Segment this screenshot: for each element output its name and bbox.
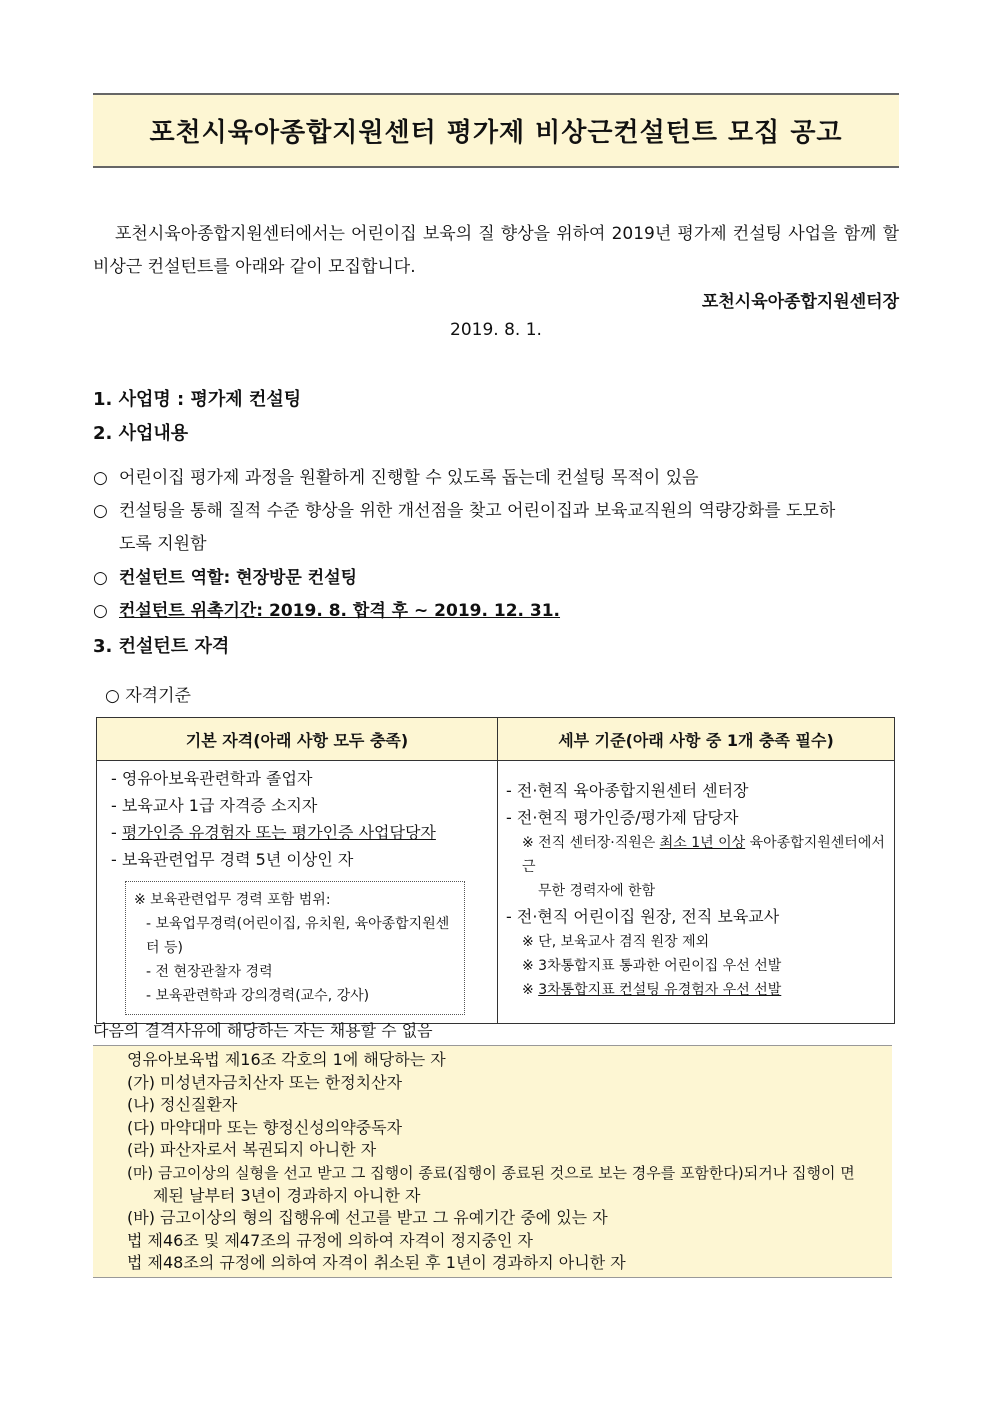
note-title: ※ 보육관련업무 경력 포함 범위: xyxy=(134,892,331,908)
announcement-date: 2019. 8. 1. xyxy=(450,320,542,340)
page-title: 포천시육아종합지원센터 평가제 비상근컨설턴트 모집 공고 xyxy=(149,118,843,148)
list-note-continued: 무한 경력자에 한함 xyxy=(538,883,656,899)
disqualify-item: 영유아보육법 제16조 각호의 1에 해당하는 자 xyxy=(127,1050,446,1069)
bullet-text: 컨설턴트 위촉기간: 2019. 8. 합격 후 ~ 2019. 12. 31. xyxy=(119,601,561,621)
content-bullet-1 xyxy=(93,462,899,495)
disqualification-box xyxy=(93,1045,892,1278)
list-item: - 전·현직 육아종합지원센터 센터장 xyxy=(506,781,749,800)
disqualify-item: (라) 파산자로서 복권되지 아니한 자 xyxy=(127,1140,377,1160)
table-header-basic: 기본 자격(아래 사항 모두 충족) xyxy=(97,718,498,761)
disqualify-item: (다) 마약대마 또는 향정신성의약중독자 xyxy=(127,1117,403,1137)
table-header-detail: 세부 기준(아래 사항 중 1개 충족 필수) xyxy=(498,718,895,761)
disqualify-item: 법 제46조 및 제47조의 규정에 의하여 자격이 정지중인 자 xyxy=(127,1230,533,1250)
circle-bullet-icon: ○ xyxy=(93,468,108,488)
list-item: - 전·현직 평가인증/평가제 담당자 xyxy=(506,808,739,827)
list-item-text: 평가인증 유경험자 또는 평가인증 사업담당자 xyxy=(121,823,436,842)
list-item xyxy=(111,819,497,846)
list-dash: - xyxy=(111,823,122,842)
detail-criteria-cell xyxy=(498,761,895,1024)
note-item: - 전 현장관찰자 경력 xyxy=(146,964,273,980)
title-box xyxy=(93,93,899,168)
bullet-text: 어린이집 평가제 과정을 원활하게 진행할 수 있도록 돕는데 컨설팅 목적이 있음 xyxy=(119,468,699,488)
qualification-table xyxy=(96,717,895,1024)
section-2-title: 2. 사업내용 xyxy=(93,423,189,444)
list-note: ※ 3차통합지표 컨설팅 유경험자 우선 선발 xyxy=(522,982,782,998)
disqualify-item: 법 제48조의 규정에 의하여 자격이 취소된 후 1년이 경과하지 아니한 자 xyxy=(127,1253,626,1273)
section-3-title: 3. 컨설턴트 자격 xyxy=(93,636,230,657)
disqualify-item-continued: 제된 날부터 3년이 경과하지 아니한 자 xyxy=(153,1185,421,1205)
basic-qualification-cell xyxy=(97,761,498,1024)
bullet-text: 컨설턴트 역할: 현장방문 컨설팅 xyxy=(119,568,358,588)
disqualify-item: (나) 정신질환자 xyxy=(127,1095,238,1115)
disqualification-label: 다음의 결격사유에 해당하는 자는 채용할 수 없음 xyxy=(93,1021,433,1040)
note-item: - 보육업무경력(어린이집, 유치원, 육아종합지원센터 등) xyxy=(146,916,450,956)
disqualify-item: (가) 미성년자금치산자 또는 한정치산자 xyxy=(127,1072,403,1092)
circle-bullet-icon: ○ xyxy=(93,601,108,621)
list-note: ※ 단, 보육교사 겸직 원장 제외 xyxy=(522,934,710,950)
intro-paragraph: 포천시육아종합지원센터에서는 어린이집 보육의 질 향상을 위하여 2019년 평가제 컨설팅 사업을 함께 할 비상근 컨설턴트를 아래와 같이 모집합니다. xyxy=(93,224,899,277)
experience-scope-note xyxy=(125,881,465,1015)
list-item: - 보육교사 1급 자격증 소지자 xyxy=(111,796,318,815)
circle-bullet-icon: ○ xyxy=(93,568,108,588)
note-item: - 보육관련학과 강의경력(교수, 강사) xyxy=(146,988,370,1004)
disqualify-item: (바) 금고이상의 형의 집행유예 선고를 받고 그 유예기간 중에 있는 자 xyxy=(127,1208,608,1228)
list-item: - 보육관련업무 경력 5년 이상인 자 xyxy=(111,850,354,869)
bullet-text-continued: 도록 지원함 xyxy=(119,534,207,554)
list-note: ※ 3차통합지표 통과한 어린이집 우선 선발 xyxy=(522,958,782,974)
content-bullet-4 xyxy=(93,595,899,628)
section-1-title: 1. 사업명 : 평가제 컨설팅 xyxy=(93,389,302,410)
criteria-label: ○ 자격기준 xyxy=(105,686,191,706)
content-bullet-2 xyxy=(93,495,899,561)
disqualify-item: (마) 금고이상의 실형을 선고 받고 그 집행이 종료(집행이 종료된 것으로 보는 경우를 포함한다)되거나 집행이 면 xyxy=(127,1163,855,1182)
list-item: - 전·현직 어린이집 원장, 전직 보육교사 xyxy=(506,907,780,926)
list-note: ※ 전직 센터장·직원은 최소 1년 이상 육아종합지원센터에서 근 xyxy=(522,835,885,875)
signer: 포천시육아종합지원센터장 xyxy=(701,292,899,312)
list-item: - 영유아보육관련학과 졸업자 xyxy=(111,769,313,788)
bullet-text: 컨설팅을 통해 질적 수준 향상을 위한 개선점을 찾고 어린이집과 보육교직원의 역량강화를 도모하 xyxy=(119,501,836,521)
circle-bullet-icon: ○ xyxy=(93,501,108,521)
content-bullet-3 xyxy=(93,562,899,595)
